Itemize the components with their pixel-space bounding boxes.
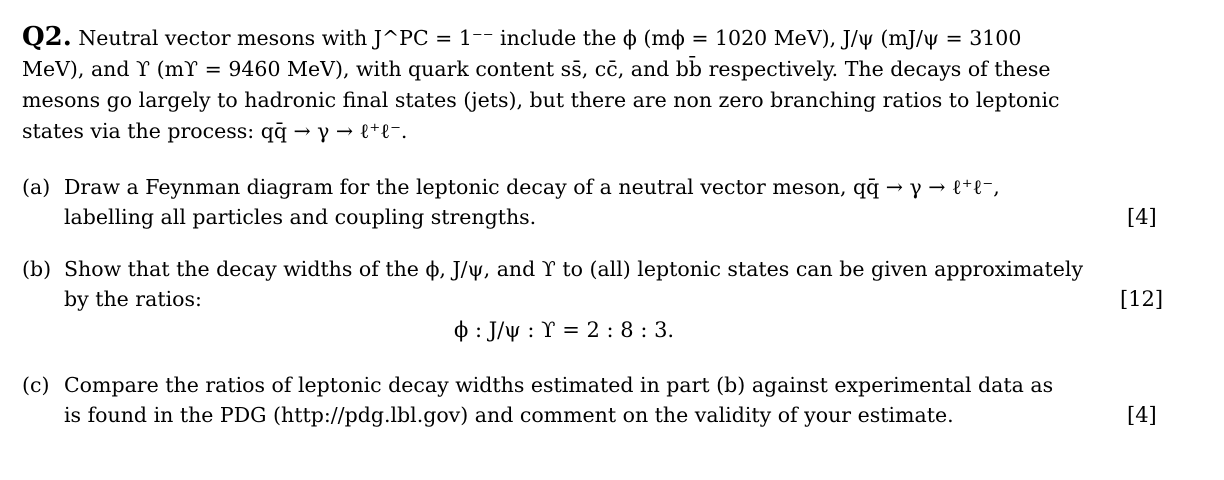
question-intro-line-2: MeV), and ϒ (mϒ = 9460 MeV), with quark content ss̄, cc̄, and bb̄ respectively. The decays of these [22, 57, 1051, 81]
part-b-marks: [12] [1120, 287, 1164, 311]
part-c-line-1: Compare the ratios of leptonic decay widths estimated in part (b) against experimental data as [64, 373, 1054, 397]
part-c-line-2: is found in the PDG (http://pdg.lbl.gov) and comment on the validity of your estimate. [64, 403, 954, 427]
part-a-marks: [4] [1127, 205, 1157, 229]
part-b-label: (b) [22, 257, 52, 281]
part-c-label: (c) [22, 373, 50, 397]
part-a-label: (a) [22, 175, 51, 199]
question-intro-line-1 [22, 22, 1021, 53]
part-b-equation: ϕ : J/ψ : ϒ = 2 : 8 : 3. [454, 318, 675, 342]
part-c-marks: [4] [1127, 403, 1157, 427]
part-b-line-2: by the ratios: [64, 287, 202, 311]
question-number: Q2. [22, 22, 72, 52]
part-a-line-1: Draw a Feynman diagram for the leptonic decay of a neutral vector meson, qq̄ → γ → ℓ⁺ℓ⁻, [64, 175, 1000, 199]
question-intro-line-3: mesons go largely to hadronic final states (jets), but there are non zero branching ratios to leptonic [22, 88, 1060, 112]
part-a-line-2: labelling all particles and coupling strengths. [64, 205, 537, 229]
question-intro-line-4: states via the process: qq̄ → γ → ℓ⁺ℓ⁻. [22, 119, 408, 143]
question-intro-text-1: Neutral vector mesons with J^PC = 1⁻⁻ include the ϕ (mϕ = 1020 MeV), J/ψ (mJ/ψ = 3100 [78, 26, 1022, 50]
part-b-line-1: Show that the decay widths of the ϕ, J/ψ, and ϒ to (all) leptonic states can be given approximately [64, 257, 1084, 281]
